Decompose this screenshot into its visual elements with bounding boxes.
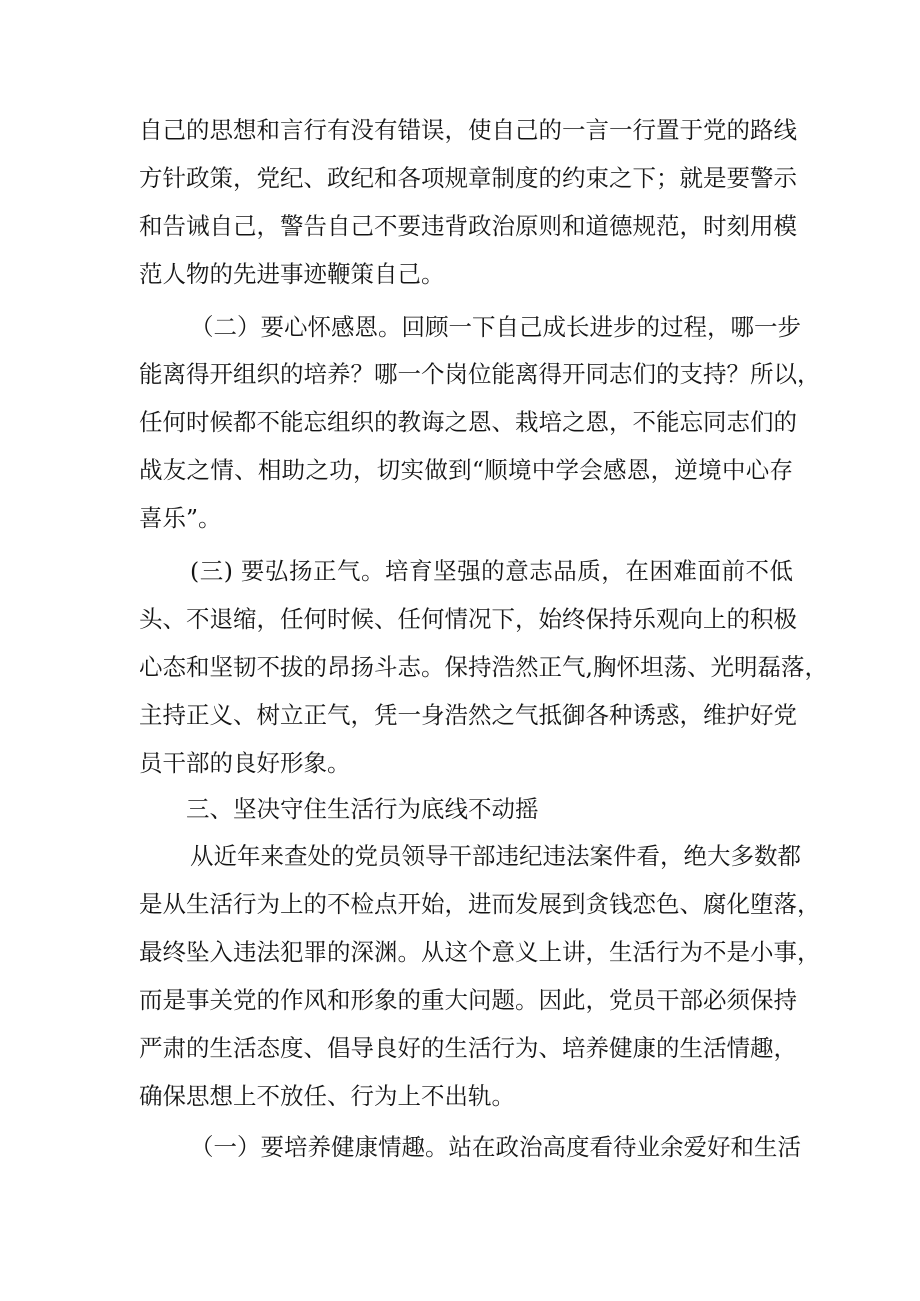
paragraph-line: 自己的思想和言行有没有错误，使自己的一言一行置于党的路线	[139, 116, 797, 144]
paragraph-line: 严肃的生活态度、倡导良好的生活行为、培养健康的生活情趣，	[139, 1034, 797, 1062]
paragraph-line: 是从生活行为上的不检点开始，进而发展到贪钱恋色、腐化堕落，	[139, 890, 821, 918]
paragraph-line: （一）要培养健康情趣。站在政治高度看待业余爱好和生活	[190, 1133, 801, 1161]
paragraph-line: 战友之情、相助之功，切实做到“顺境中学会感恩，逆境中心存	[139, 456, 793, 484]
paragraph-line: 最终坠入违法犯罪的深渊。从这个意义上讲，生活行为不是小事，	[139, 938, 821, 966]
paragraph-line: （二）要心怀感恩。回顾一下自己成长进步的过程，哪一步	[190, 313, 801, 341]
paragraph-line: 能离得开组织的培养？哪一个岗位能离得开同志们的支持？所以，	[139, 360, 821, 388]
paragraph-line: 从近年来查处的党员领导干部违纪违法案件看，绝大多数都	[190, 842, 801, 870]
paragraph-line: 心态和坚韧不拔的昂扬斗志。保持浩然正气,胸怀坦荡、光明磊落，	[139, 653, 828, 681]
paragraph-line: 头、不退缩，任何时候、任何情况下，始终保持乐观向上的积极	[139, 605, 797, 633]
section-heading: 三、坚决守住生活行为底线不动摇	[186, 795, 539, 823]
paragraph-line: 喜乐”。	[139, 504, 222, 532]
paragraph-line: 范人物的先进事迹鞭策自己。	[139, 260, 445, 288]
paragraph-line: 确保思想上不放任、行为上不出轨。	[139, 1082, 515, 1110]
paragraph-line: 和告诫自己，警告自己不要违背政治原则和道德规范，时刻用模	[139, 212, 797, 240]
paragraph-line: (三) 要弘扬正气。培育坚强的意志品质，在困难面前不低	[190, 557, 793, 585]
paragraph-line: 主持正义、树立正气，凭一身浩然之气抵御各种诱惑，维护好党	[139, 701, 797, 729]
paragraph-line: 方针政策，党纪、政纪和各项规章制度的约束之下；就是要警示	[139, 164, 797, 192]
paragraph-line: 任何时候都不能忘组织的教诲之恩、栽培之恩，不能忘同志们的	[139, 408, 797, 436]
paragraph-line: 员干部的良好形象。	[139, 749, 351, 777]
paragraph-line: 而是事关党的作风和形象的重大问题。因此，党员干部必须保持	[139, 986, 797, 1014]
